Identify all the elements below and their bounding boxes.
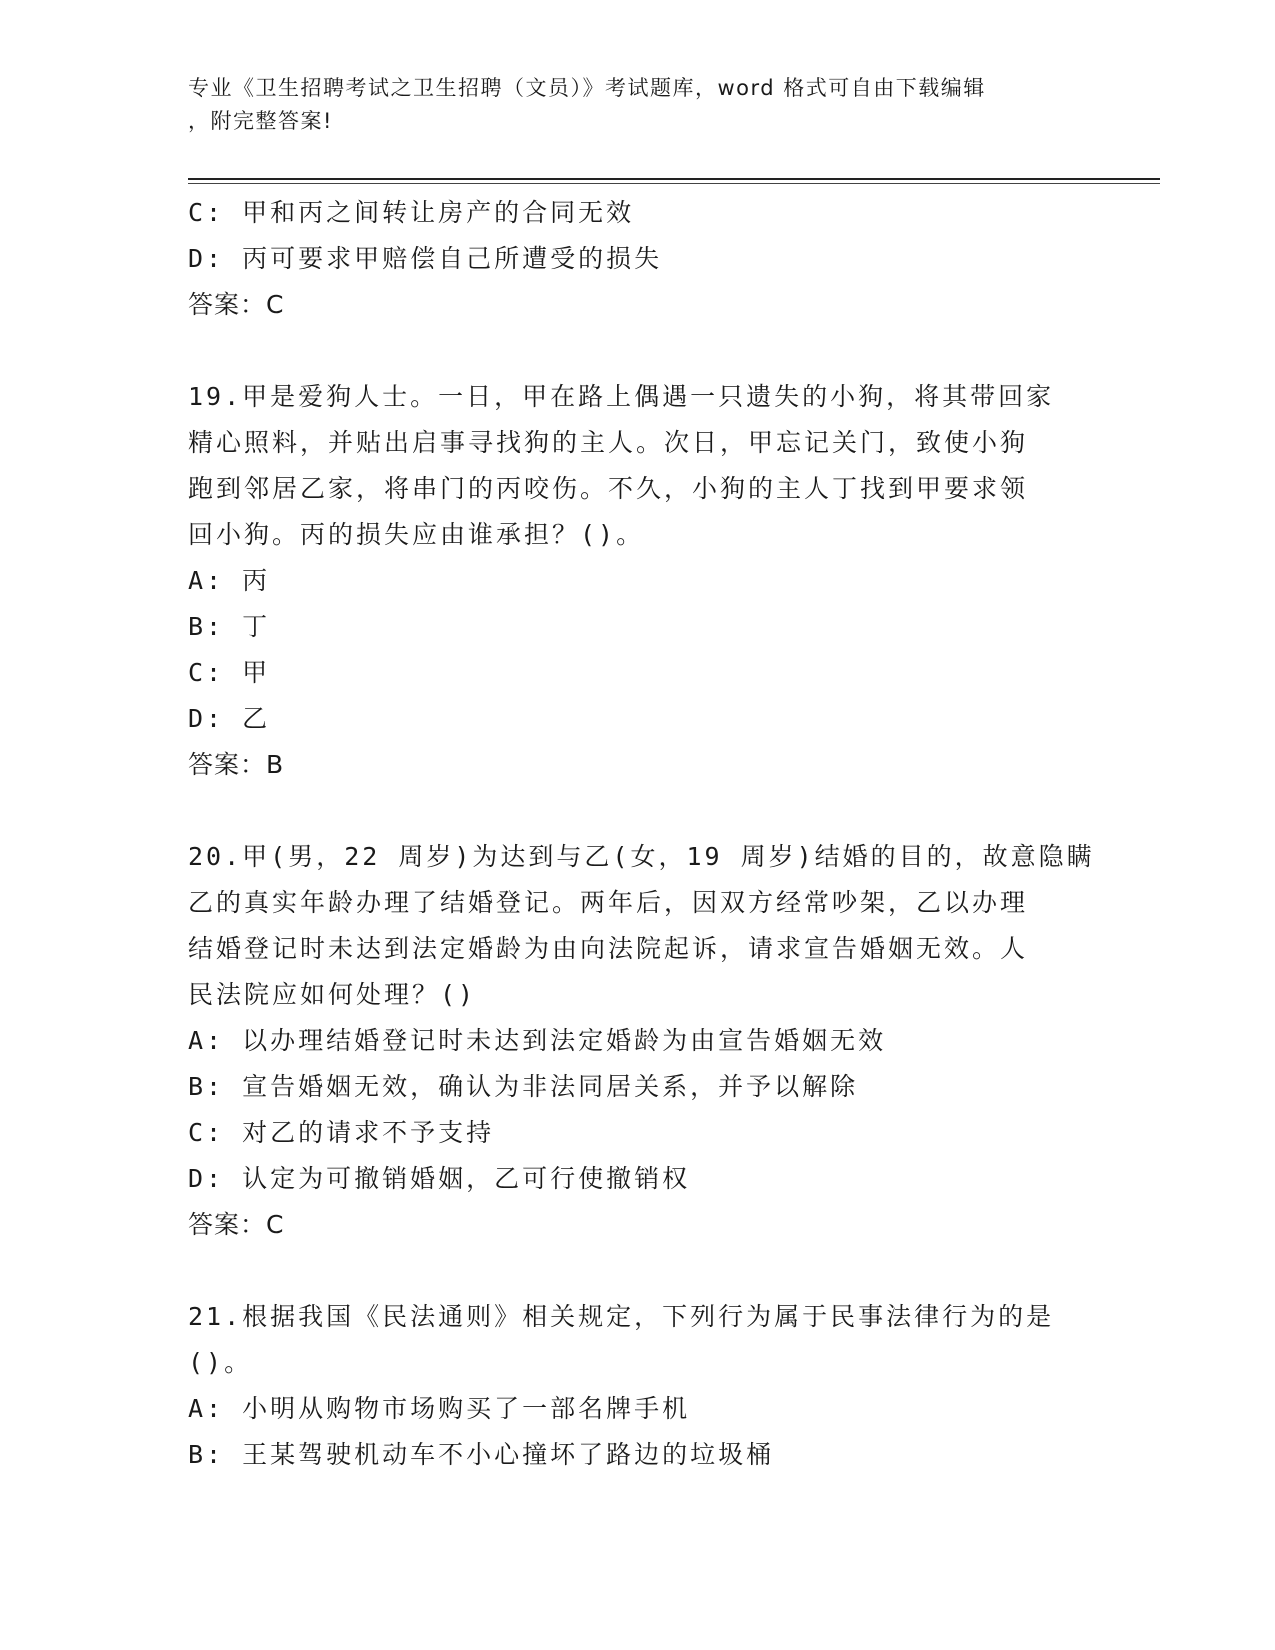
document-header	[188, 72, 1088, 138]
header-line-2: ，附完整答案!	[188, 109, 333, 133]
question-stem-line: ()。	[188, 1348, 253, 1377]
header-line-1: 专业《卫生招聘考试之卫生招聘（文员）》考试题库，word 格式可自由下载编辑	[188, 76, 986, 100]
question-stem-line: 19.甲是爱狗人士。一日，甲在路上偶遇一只遗失的小狗，将其带回家	[188, 382, 1055, 411]
spacer	[188, 1248, 1088, 1294]
option-b: B: 宣告婚姻无效，确认为非法同居关系，并予以解除	[188, 1072, 859, 1101]
header-divider-thin	[188, 183, 1160, 184]
option-d: D: 认定为可撤销婚姻，乙可行使撤销权	[188, 1164, 691, 1193]
option-d: D: 乙	[188, 704, 271, 733]
question-19	[188, 374, 1088, 788]
question-18-fragment	[188, 190, 1088, 328]
header-divider-thick	[188, 178, 1160, 180]
question-20	[188, 834, 1095, 1248]
question-stem-line: 20.甲(男，22 周岁)为达到与乙(女，19 周岁)结婚的目的，故意隐瞒	[188, 842, 1095, 871]
option-b: B: 丁	[188, 612, 271, 641]
question-stem-line: 跑到邻居乙家，将串门的丙咬伤。不久，小狗的主人丁找到甲要求领	[188, 474, 1029, 503]
question-stem-line: 结婚登记时未达到法定婚龄为由向法院起诉，请求宣告婚姻无效。人	[188, 934, 1029, 963]
question-stem-line: 回小狗。丙的损失应由谁承担？()。	[188, 520, 645, 549]
document-body	[188, 190, 1095, 1478]
question-stem-line: 民法院应如何处理？()	[188, 980, 477, 1009]
option-c: C: 甲	[188, 658, 271, 687]
option-c: C: 甲和丙之间转让房产的合同无效	[188, 198, 635, 227]
option-c: C: 对乙的请求不予支持	[188, 1118, 495, 1147]
spacer	[188, 788, 1088, 834]
option-a: A: 丙	[188, 566, 271, 595]
option-b: B: 王某驾驶机动车不小心撞坏了路边的垃圾桶	[188, 1440, 775, 1469]
spacer	[188, 328, 1088, 374]
question-stem-line: 精心照料，并贴出启事寻找狗的主人。次日，甲忘记关门，致使小狗	[188, 428, 1029, 457]
question-21	[188, 1294, 1088, 1478]
question-stem-line: 21.根据我国《民法通则》相关规定，下列行为属于民事法律行为的是	[188, 1302, 1055, 1331]
option-a: A: 以办理结婚登记时未达到法定婚龄为由宣告婚姻无效	[188, 1026, 887, 1055]
question-stem-line: 乙的真实年龄办理了结婚登记。两年后，因双方经常吵架，乙以办理	[188, 888, 1029, 917]
option-d: D: 丙可要求甲赔偿自己所遭受的损失	[188, 244, 663, 273]
answer-line: 答案：C	[188, 290, 285, 319]
answer-line: 答案：C	[188, 1210, 285, 1239]
option-a: A: 小明从购物市场购买了一部名牌手机	[188, 1394, 691, 1423]
answer-line: 答案：B	[188, 750, 285, 779]
